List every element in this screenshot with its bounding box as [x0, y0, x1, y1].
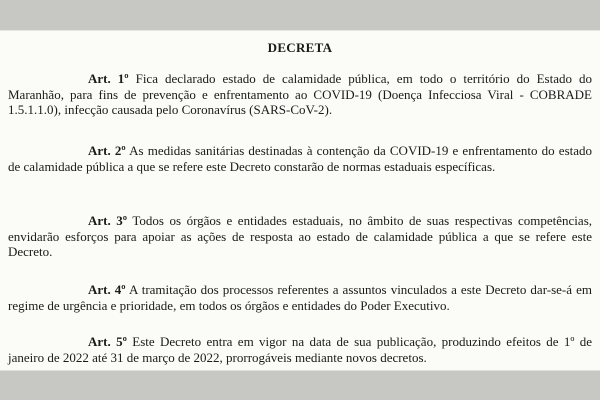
article-2-label: Art. 2º [88, 143, 126, 158]
article-2 [8, 143, 592, 174]
article-1 [8, 71, 592, 118]
article-3-text: Todos os órgãos e entidades estaduais, no âmbito de suas respectivas competências, envidarão esforços para apoiar as ações de resposta ao estado de calamidade pública a que se refere este Decreto. [8, 213, 592, 260]
scan-background-top [0, 0, 600, 30]
article-5 [8, 334, 592, 365]
article-2-text: As medidas sanitárias destinadas à contenção da COVID-19 e enfrentamento do estado de calamidade pública a que se refere este Decreto constarão de normas estaduais específicas. [8, 143, 593, 174]
article-1-text: Fica declarado estado de calamidade pública, em todo o território do Estado do Maranhão, para fins de prevenção e enfrentamento ao COVID-19 (Doença Infecciosa Viral - COBRADE 1.5.1.1.0), infecção causada pelo Coronavírus (SARS-CoV-2). [8, 71, 593, 118]
article-5-text: Este Decreto entra em vigor na data de sua publicação, produzindo efeitos de 1º de janeiro de 2022 até 31 de março de 2022, prorrogáveis mediante novos decretos. [8, 334, 593, 365]
article-4-text: A tramitação dos processos referentes a assuntos vinculados a este Decreto dar-se-á em regime de urgência e prioridade, em todos os órgãos e entidades do Poder Executivo. [8, 282, 592, 313]
article-1-label: Art. 1º [88, 71, 129, 86]
article-3 [8, 213, 592, 260]
document-page [0, 30, 600, 371]
article-3-label: Art. 3º [88, 213, 128, 228]
article-4-label: Art. 4º [88, 282, 126, 297]
scan-background-bottom [0, 371, 600, 400]
article-4 [8, 282, 592, 313]
document-title: DECRETA [267, 40, 333, 55]
article-5-label: Art. 5º [88, 334, 127, 349]
